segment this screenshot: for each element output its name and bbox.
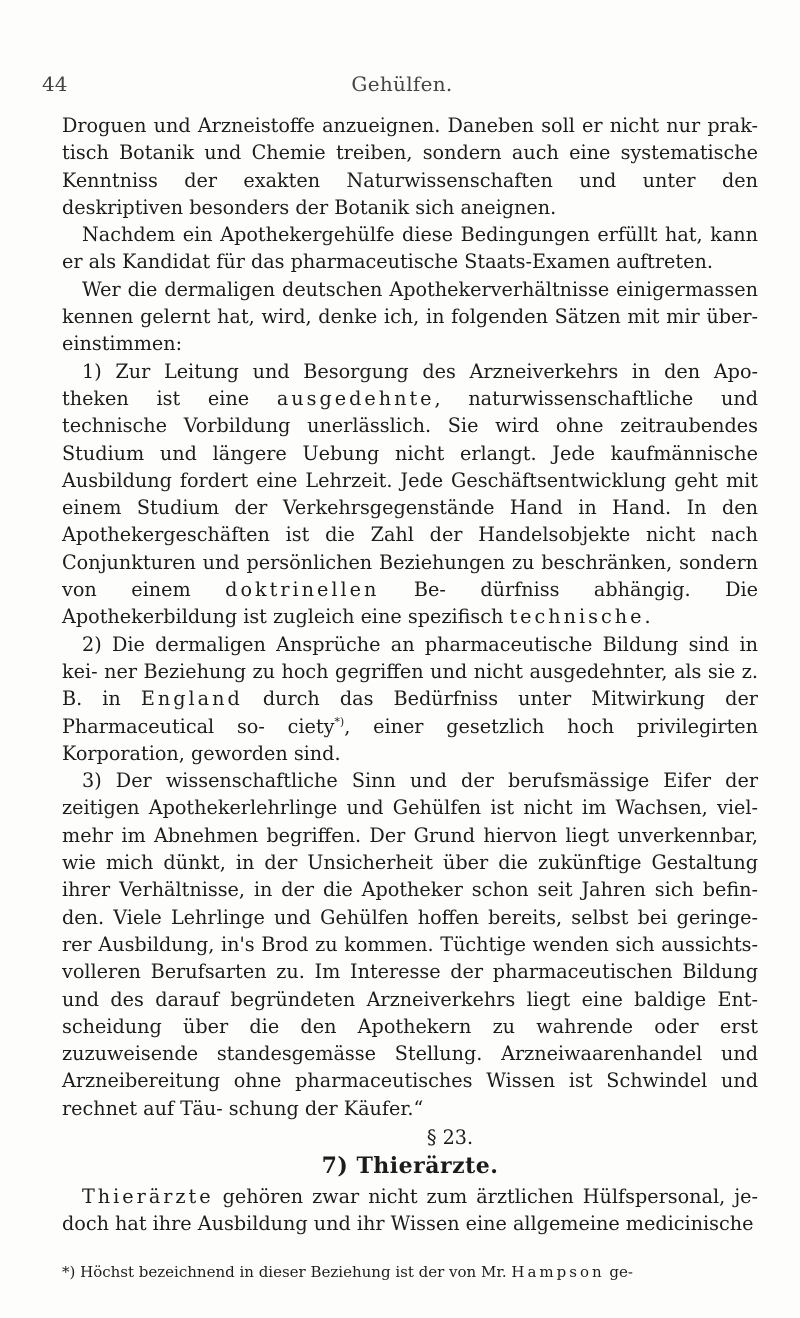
paragraph-1: Droguen und Arzneistoffe anzueignen. Daneben soll er nicht nur prak- tisch Botanik und Chemie treiben, sondern auch eine systematische Kenntniss der exakten Naturwissenschaften und unter den deskriptiven besonders der Botanik sich aneignen. bbox=[62, 114, 758, 219]
running-title: Gehülfen. bbox=[351, 72, 453, 96]
list-item-1-text-d: . bbox=[644, 605, 651, 629]
emphasis-ausgedehnte: ausgedehnte bbox=[276, 386, 435, 410]
list-item-2 bbox=[62, 631, 758, 767]
footnote-marker: *) bbox=[334, 715, 345, 729]
page-number: 44 bbox=[42, 72, 68, 96]
paragraph-thieraerzte bbox=[62, 1183, 758, 1238]
emphasis-doktrinellen: doktrinellen bbox=[225, 578, 380, 602]
list-item-1-text-c: Be- dürfniss abhängig. Die Apothekerbildung ist zugleich eine spezifisch bbox=[62, 578, 758, 629]
list-item-1 bbox=[62, 358, 758, 631]
footnote bbox=[62, 1262, 758, 1282]
list-item-2-text-c: , einer gesetzlich hoch privilegirten Korporation, geworden sind. bbox=[62, 714, 758, 765]
emphasis-hampson: Hampson bbox=[511, 1263, 605, 1281]
list-item-1-text-a: 1) Zur Leitung und Besorgung des Arzneiverkehrs in den Apo- theken ist eine bbox=[62, 359, 758, 410]
paragraph-thieraerzte-text: gehören zwar nicht zum ärztlichen Hülfspersonal, je- doch hat ihre Ausbildung und ihr Wissen eine allgemeine medicinische bbox=[62, 1184, 758, 1236]
page-body bbox=[62, 112, 758, 1238]
paragraph-3: Wer die dermaligen deutschen Apothekerverhältnisse einigermassen kennen gelernt hat, wird, denke ich, in folgenden Sätzen mit mir über- einstimmen: bbox=[62, 277, 758, 356]
footnote-text-a: *) Höchst bezeichnend in dieser Beziehung ist der von Mr. bbox=[62, 1263, 507, 1281]
list-item-2-text-b: durch das Bedürfniss unter Mitwirkung der Pharmaceutical so- ciety bbox=[62, 687, 758, 738]
emphasis-technische: technische bbox=[509, 605, 645, 629]
emphasis-england: England bbox=[140, 687, 243, 711]
list-item-2-text-a: 2) Die dermaligen Ansprüche an pharmaceutische Bildung sind in kei- ner Beziehung zu hoch gegriffen und nicht ausgedehnter, als sie z. B. in bbox=[62, 632, 758, 711]
paragraph-2: Nachdem ein Apothekergehülfe diese Bedingungen erfüllt hat, kann er als Kandidat für das pharmaceutische Staats-Examen auftreten. bbox=[62, 223, 758, 274]
section-number: § 23. bbox=[426, 1125, 474, 1149]
list-item-3: 3) Der wissenschaftliche Sinn und der berufsmässige Eifer der zeitigen Apothekerlehrlinge und Gehülfen ist nicht im Wachsen, viel- mehr im Abnehmen begriffen. Der Grund hiervon liegt unverkennbar, wie mich dünkt, in der Unsicherheit über die zukünftige Gestaltung ihrer Verhältnisse, in der die Apotheker schon seit Jahren sich befin- den. Viele Lehrlinge und Gehülfen hoffen bereits, selbst bei geringe- rer Ausbildung, in's Brod zu kommen. Tüchtige wenden sich aussichts- volleren Berufsarten zu. Im Interesse der pharmaceutischen Bildung und des darauf begründeten Arzneiverkehrs liegt eine baldige Ent- scheidung über die den Apothekern zu wahrende oder erst zuzuweisende standesgemässe Stellung. Arzneiwaarenhandel und Arzneibereitung ohne pharmaceutisches Wissen ist Schwindel und rechnet auf Täu- schung der Käufer.“ bbox=[62, 769, 758, 1120]
emphasis-thieraerzte: Thierärzte bbox=[82, 1184, 214, 1208]
footnote-text-b: ge- bbox=[604, 1263, 633, 1281]
list-item-1-text-b: , naturwissenschaftliche und technische Vorbildung unerlässlich. Sie wird ohne zeitraubendes Studium und längere Uebung nicht erlangt. Jede kaufmännische Ausbildung fordert eine Lehrzeit. Jede Geschäftsentwicklung geht mit einem Studium der Verkehrsgegenstände Hand in Hand. In den Apothekergeschäften ist die Zahl der Handelsobjekte nicht nach Conjunkturen und persönlichen Beziehungen zu beschränken, sondern von einem bbox=[62, 386, 758, 602]
section-title: 7) Thierärzte. bbox=[321, 1152, 499, 1179]
page-header bbox=[42, 72, 762, 100]
